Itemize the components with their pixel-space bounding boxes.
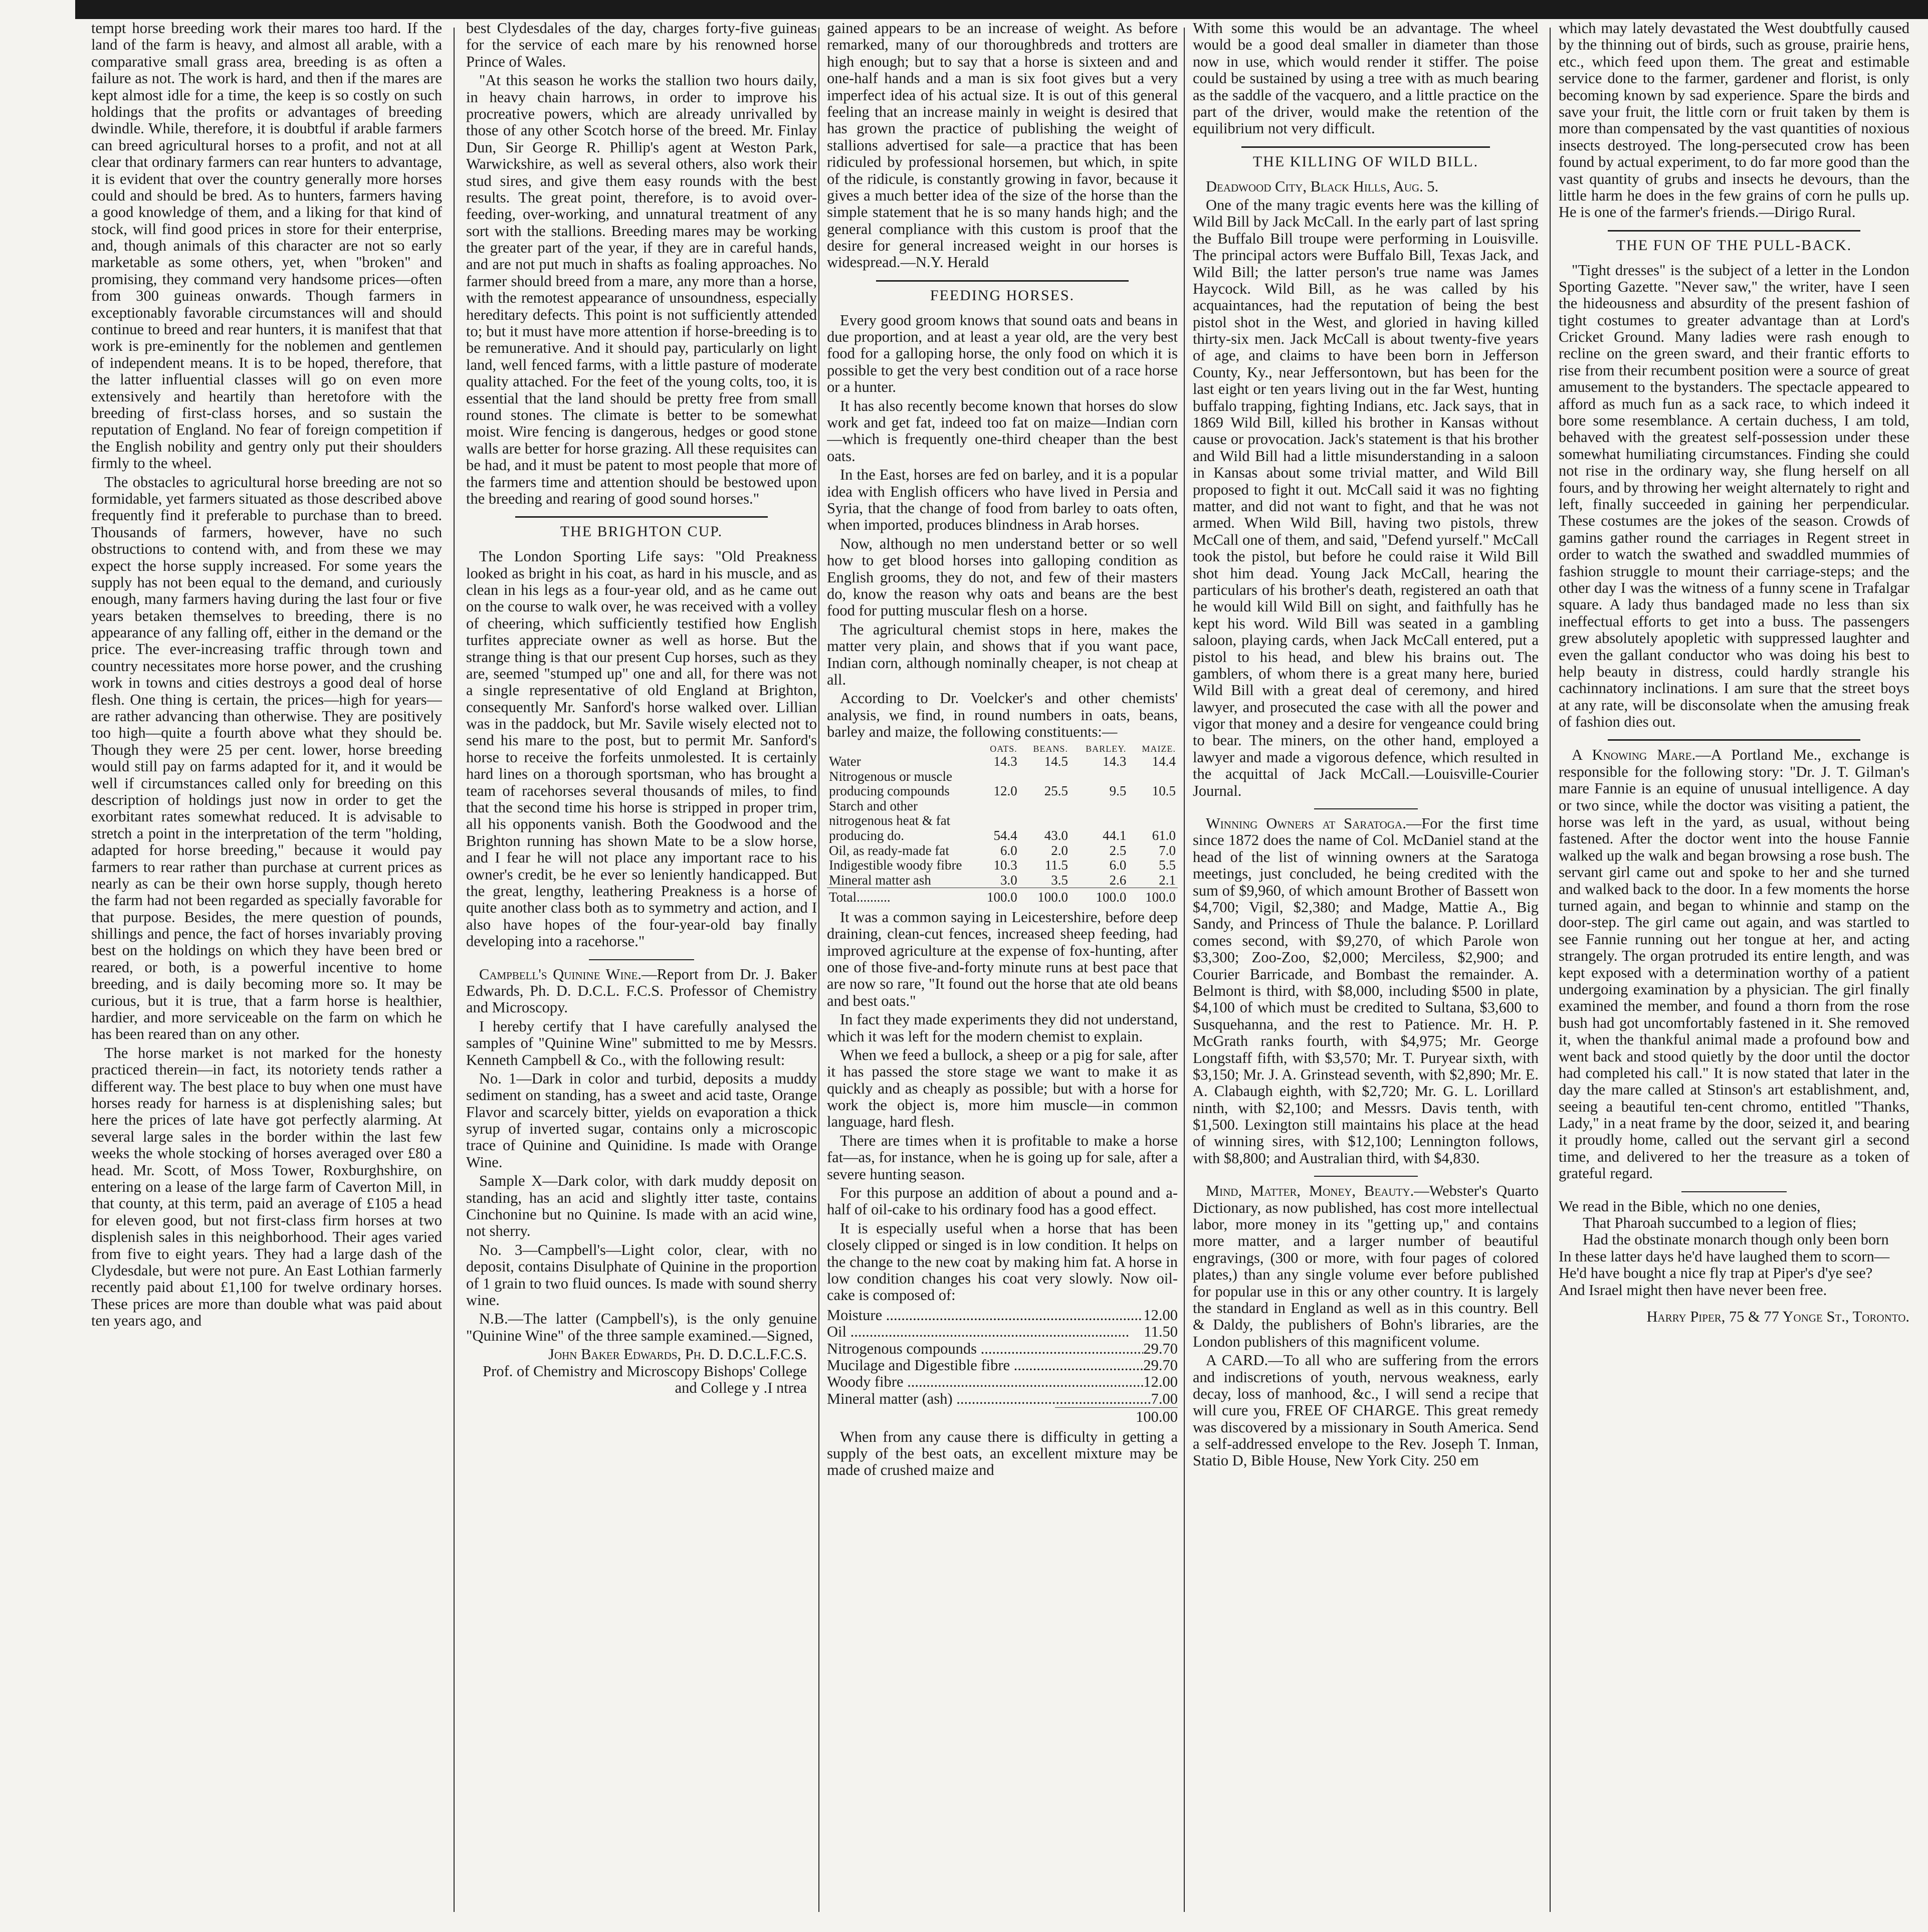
table-row-label: Water <box>829 754 861 769</box>
section-divider <box>1241 146 1490 148</box>
table-cell: 10.5 <box>1152 783 1176 799</box>
table-cell: 2.5 <box>1109 842 1127 858</box>
article-paragraph: In the East, horses are fed on barley, and it is a popular idea with English officers who have lived in Persia and Syria, that the change of food from barley to oats often, when imported, produces blindness in Arab horses. <box>827 466 1178 534</box>
table-cell: 11.5 <box>1044 857 1068 873</box>
item-text: —Webster's Quarto Dictionary, as now published, has cost more intellectual labor, more money in its "getting up," and contains more matter, and a larger number of beautiful engravings, (300 or more, with four pages of colored plates,) than any single volume ever before published for popular use in this or any other country. It is largely the standard in England as well as in this country. Bell & Daldy, the publishers of Bohn's libraries, are the London publishers of this magnificent volume. <box>1193 1182 1539 1350</box>
signature-line: John Baker Edwards, Ph. D. D.C.L.F.C.S. <box>548 1346 807 1363</box>
verse-line: Had the obstinate monarch though only been born <box>1583 1231 1889 1248</box>
column-4 <box>1193 20 1539 1922</box>
table-corner <box>827 744 974 754</box>
article-paragraph: which may lately devastated the West doubtfully caused by the thinning out of birds, such as grouse, prairie hens, etc., which feed upon them. The great and estimable service done to the farmer, gardener and florist, is only becoming known by sad experience. Spare the birds and save your fruit, the little corn or fruit taken by them is more than compensated by the vast quantities of noxious insects destroyed. The long-persecuted crow has been found by actual experiment, to do far more good than the vast quantity of grubs and insects he devours, than the little harm he does in the few grains of corn he pulls up. He is one of the farmer's friends.—Dirigo Rural. <box>1559 20 1909 221</box>
article-paragraph: There are times when it is profitable to make a horse fat—as, for instance, when he is going up for sale, after a severe hunting season. <box>827 1132 1178 1183</box>
article-paragraph: The London Sporting Life says: "Old Preakness looked as bright in his coat, as hard in his muscle, and as clean in his legs as a four-year old, and as he came out on the course to walk over, he was received with a volley of cheering, which sufficiently testified how English turfites appreciate owner as well as horse. But the strange thing is that our present Cup horses, such as they are, seemed "stumped up" one and all, for there was not a single representative of old England at Brighton, consequently Mr. Sanford's horse walked over. Lillian was in the paddock, but Mr. Savile wisely elected not to send his mare to the post, but to permit Mr. Sanford's horse to receive the forfeits unmolested. It is certainly hard lines on a thorough sportsman, who has brought a team of racehorses several thousands of miles, to find that the second time his horse is stripped in proper trim, all his opponents vanish. Both the Goodwood and the Brighton running has shown Mate to be a slow horse, and I fear he will not place any important race to his owner's credit, be he ever so leniently handicapped. But the great, lengthy, leathering Preakness is a horse of quite another class both as to symmetry and action, and I also have hopes of the four-year-old bay finally developing into a racehorse." <box>466 548 817 950</box>
column-rule <box>1550 28 1551 1912</box>
table-cell: 100.0 <box>1070 888 1128 905</box>
list-item-value: 12.00 <box>1143 1373 1178 1391</box>
list-item-value: 12.00 <box>1143 1306 1178 1324</box>
list-item <box>827 1357 1178 1374</box>
item-lead: Mind, Matter, Money, Beauty. <box>1206 1182 1414 1200</box>
article-paragraph: No. 1—Dark in color and turbid, deposits a muddy sediment on standing, has a sweet and acid taste, Orange Flavor and scarcely bitter, yields on evaporation a thick syrup of inverted sugar, contains only a microscopic trace of Quinine and Quinidine. Is made with Orange Wine. <box>466 1069 817 1171</box>
list-item-label: Mineral matter (ash) ..... <box>827 1391 1151 1407</box>
section-divider <box>876 280 1129 282</box>
table-cell: 54.4 <box>993 827 1017 843</box>
article-paragraph: In fact they made experiments they did not understand, which it was left for the modern chemist to explain. <box>827 1011 1178 1045</box>
table-column-header: BEANS. <box>1033 744 1068 754</box>
article-paragraph: Now, although no men understand better or so well how to get blood horses into galloping condition as English grooms, they do not, and few of their masters do, know the reason why oats and beans are the best food for putting muscular flesh on a horse. <box>827 535 1178 619</box>
headline-brighton-cup: THE BRIGHTON CUP. <box>560 523 723 540</box>
table-cell: 43.0 <box>1044 827 1068 843</box>
article-paragraph: It was a common saying in Leicestershire, before deep draining, clean-cut fences, increased sheep feeding, had improved agriculture at the expense of fox-hunting, after one of those five-and-forty minute runs at best pace that are now so rare, "It found out the horse that ate old beans and best oats." <box>827 908 1178 1009</box>
verse-line: And Israel might then have never been free. <box>1559 1281 1827 1299</box>
list-item <box>827 1307 1178 1324</box>
table-cell: 2.0 <box>1051 842 1068 858</box>
column-1 <box>91 20 442 1922</box>
article-paragraph: The agricultural chemist stops in here, makes the matter very plain, and shows that if you want pace, Indian corn, although nominally cheaper, is not cheap at all. <box>827 620 1178 688</box>
article-paragraph: It is especially useful when a horse that has been closely clipped or singed is in low condition. It helps on the change to the new coat by making him fat. A horse in low condition changes his coat very slowly. Now oil-cake is composed of: <box>827 1219 1178 1304</box>
item-lead: Winning Owners at Saratoga. <box>1206 815 1406 832</box>
table-cell: 2.1 <box>1159 872 1176 888</box>
table-row <box>827 754 1178 769</box>
advertisement-intro <box>466 966 817 1016</box>
section-divider <box>1681 1191 1787 1192</box>
article-paragraph: One of the many tragic events here was the killing of Wild Bill by Jack McCall. In the early part of last spring the Buffalo Bill troupe were performing in Louisville. The principal actors were Buffalo Bill, Texas Jack, and Wild Bill; the latter person's true name was James Haycock. Wild Bill, as he was called by his acquaintances, had the reputation of being the best pistol shot in the West, and gloried in having killed thirty-six men. Jack McCall is about twenty-five years of age, and claims to have been born in Jefferson County, Ky., near Jeffersontown, but has been for the last eight or ten years living out in the far West, hunting buffalo trapping, fighting Indians, etc. Jack says, that in 1869 Wild Bill, killed his brother in Kansas without cause or provocation. Jack's statement is that his brother and Wild Bill had a little misunderstanding in a saloon in Kansas about some trivial matter, and Wild Bill proposed to fight it out. McCall said it was no fighting matter, and did not want to fight, and that he was not armed. When Wild Bill, having two pistols, threw McCall one of them, and said, "Defend yurself." McCall took the pistol, but before he could raise it Wild Bill shot him dead. Young Jack McCall, hearing the particulars of his brother's death, registered an oath that he would kill Wild Bill on sight, and faithfully has he kept his word. Wild Bill was seated in a gambling saloon, playing cards, when Jack McCall entered, put a pistol to his head, and blew his brains out. The gamblers, of whom there is a great many here, buried Wild Bill with a great deal of ceremony, and hired lawyer, and prosecuted the case with all the power and vigor that money and a desire for vengeance could bring to bear. The miners, on the other hand, employed a lawyer and made a vigorous defence, which resulted in the acquittal of Jack McCall.—Louisville-Courier Journal. <box>1193 196 1539 799</box>
article-paragraph: best Clydesdales of the day, charges forty-five guineas for the service of each mare by his renowned horse Prince of Wales. <box>466 20 817 70</box>
table-header-row <box>827 744 1178 754</box>
table-cell: 14.3 <box>993 754 1017 769</box>
table-cell: 6.0 <box>1109 857 1127 873</box>
list-item-value: 7.00 <box>1151 1390 1178 1407</box>
section-divider <box>515 516 768 518</box>
table-cell: 44.1 <box>1103 827 1127 843</box>
table-row-label: Mineral matter ash <box>829 872 931 888</box>
table-row-label: Indigestible woody fibre <box>829 857 962 873</box>
article-paragraph: N.B.—The latter (Campbell's), is the only genuine "Quinine Wine" of the three sample examined.—Signed, <box>466 1310 817 1344</box>
dateline: Deadwood City, Black Hills, Aug. 5. <box>1206 177 1439 195</box>
item-lead: A Knowing Mare. <box>1572 746 1696 764</box>
table-row <box>827 858 1178 873</box>
column-5 <box>1559 20 1909 1922</box>
table-column-header: BARLEY. <box>1086 744 1127 754</box>
table-cell: 14.4 <box>1152 754 1176 769</box>
column-2 <box>466 20 817 1922</box>
advertisement-verse <box>1559 1198 1909 1299</box>
table-row-label: Oil, as ready-made fat <box>829 842 949 858</box>
article-paragraph: The obstacles to agricultural horse breeding are not so formidable, yet farmers situated as those described above frequently find it preferable to purchase than to breed. Thousands of farmers, however, have no such obstructions to contend with, and from these we may expect the horse supply increased. For some years the supply has not been equal to the demand, and curiously enough, many farmers having during the last four or five years betaken themselves to breeding, there is no appearance of any falling off, either in the demand or the price. The ever-increasing traffic through town and country necessitates more horse power, and the crushing work in towns and cities destroys a good deal of horse flesh. One thing is certain, the prices—high for years—are rather advancing than otherwise. They are positively too high—quite a fourth above what they should be. Though they were 25 per cent. lower, horse breeding would still pay on farms adapted for it, and it would be well if circumstances called only for breeding on this description of holdings just now in order to get the exorbitant rates somewhat reduced. It is advisable to stretch a point in the interpretation of the term "holding, adapted for horse breeding," because it would pay farmers to rear rather than purchase at current prices as nearly as can be their own horse supply, though hereto the farm had not been regarded as specially favorable for that purpose. Besides, the mere question of pounds, shillings and pence, the fact of horses invariably proving best on the holdings on which they have been bred or reared, or both, is a powerful incentive to home breeding, and is daily becoming more so. It may be curious, but it is true, that a farm horse is healthier, hardier, and more serviceable on the farm on which he has been reared than on any other. <box>91 473 442 1043</box>
article-paragraph: When we feed a bullock, a sheep or a pig for sale, after it has passed the store stage we want to make it as quickly and as cheaply as possible; but with a horse for work the object is, more him muscle—in common language, hard flesh. <box>827 1046 1178 1131</box>
table-row-label: Total.......... <box>827 888 974 905</box>
table-row-label: Nitrogenous or muscle producing compounds <box>829 768 952 799</box>
item-text: —For the first time since 1872 does the name of Col. McDaniel stand at the head of the list of winning owners at the Saratoga meetings, just concluded, he being credited with the sum of $9,960, of which amount Brother of Bassett won $4,700; Vigil, $2,380; and Madge, Mattie A., Big Sandy, and Princess of Thule the balance. P. Lorillard comes second, with $9,270, of which Parole won $3,300; Zoo-Zoo, $2,000; Merciless, $2,900; and Courier Barricade, and Bombast the remainder. A. Belmont is third, with $8,000, including $500 in plate, $4,100 of which must be credited to Sultana, $3,600 to Susquehanna, and the rest to Patience. Mr. H. P. McGrath ranks fourth, with $4,975; Mr. George Longstaff fifth, with $3,570; Mr. T. Puryear sixth, with $3,150; Mr. J. A. Grinstead seventh, with $2,890; Mr. E. A. Clabaugh eighth, with $2,720; Mr. G. L. Lorillard ninth, with $2,100; and Messrs. Davis tenth, with $1,500. Lexington still maintains his place at the head of winning sires, with $12,100; Lennington follows, with $8,800; and Australian third, with $4,830. <box>1193 815 1539 1167</box>
table-row <box>827 843 1178 858</box>
article-paragraph: No. 3—Campbell's—Light color, clear, with no deposit, contains Disulphate of Quinine in the proportion of 1 grain to two fluid ounces. Is made with sound sherry wine. <box>466 1241 817 1309</box>
advertiser-line: Harry Piper, 75 & 77 Yonge St., Toronto. <box>1646 1308 1909 1325</box>
table-cell: 6.0 <box>1000 842 1017 858</box>
article-paragraph <box>1193 1183 1539 1350</box>
article-paragraph: For this purpose an addition of about a pound and a-half of oil-cake to his ordinary food has a good effect. <box>827 1184 1178 1218</box>
table-cell: 100.0 <box>1019 888 1070 905</box>
article-paragraph <box>1559 747 1909 1182</box>
list-item-value: 29.70 <box>1143 1340 1178 1357</box>
column-rule <box>1184 28 1185 1912</box>
article-paragraph: "At this season he works the stallion two hours daily, in heavy chain harrows, in order to improve his procreative powers, which are already unrivalled by those of any other Scotch horse of the breed. Mr. Finlay Dun, Sir George R. Phillip's agent at Weston Park, Warwickshire, as well as several others, also work their stud sires, and give them easy rounds with the best results. The great point, therefore, is to avoid over-feeding, over-working, and unnatural treatment of any sort with the stallions. Breeding mares may be working the greater part of the year, if they are in careful hands, and are not put much in shafts as foaling approaches. No farmer should breed from a mare, any more than a horse, with the remotest appearance of unsoundness, especially hereditary defects. This point is not sufficiently attended to; but it must have more attention if horse-breeding is to be remunerative. And it should pay, particularly on light land, well fenced farms, with a little pasture of moderate quality attached. For the feet of the young colts, too, it is essential that the land should be pretty free from small round stones. The climate is better to be somewhat moist. Wire fencing is dangerous, hedges or good stone walls are better for horse grazing. All these requisites can be had, and it must be patent to most people that more of the farmers time and attention should be bestowed upon the breeding and rearing of good sound horses." <box>466 72 817 507</box>
section-divider <box>1608 739 1860 741</box>
article-paragraph: When from any cause there is difficulty in getting a supply of the best oats, an excellent mixture may be made of crushed maize and <box>827 1428 1178 1479</box>
advertisement-lead: Campbell's Quinine Wine. <box>479 965 642 983</box>
article-paragraph: Sample X—Dark color, with dark muddy deposit on standing, has an acid and slightly itter taste, contains Cinchonine but no Quinine. Is made with an acid wine, not sherry. <box>466 1172 817 1240</box>
list-item-value: 29.70 <box>1143 1356 1178 1374</box>
scan-top-edge <box>75 0 1928 19</box>
article-paragraph: With some this would be an advantage. The wheel would be a good deal smaller in diameter than those now in use, which would render it stiffer. The poise could be sustained by using a tree with as much bearing as the saddle of the vacquero, and a little practice on the part of the driver, would make the retention of the equilibrium not very difficult. <box>1193 20 1539 137</box>
article-paragraph: According to Dr. Voelcker's and other chemists' analysis, we find, in round numbers in oats, beans, barley and maize, the following constituents:— <box>827 690 1178 741</box>
table-cell: 3.0 <box>1000 872 1017 888</box>
table-cell: 14.5 <box>1044 754 1068 769</box>
table-cell: 2.6 <box>1109 872 1127 888</box>
headline-wild-bill: THE KILLING OF WILD BILL. <box>1252 153 1479 170</box>
table-cell: 10.3 <box>993 857 1017 873</box>
table-cell: 14.3 <box>1103 754 1127 769</box>
list-item-label: Nitrogenous compounds ..... <box>827 1341 1143 1357</box>
article-paragraph: I hereby certify that I have carefully analysed the samples of "Quinine Wine" submitted to me by Messrs. Kenneth Campbell & Co., with the following result: <box>466 1017 817 1068</box>
list-item <box>827 1341 1178 1357</box>
list-item <box>827 1391 1178 1407</box>
list-item-label: Oil ..... <box>827 1324 1144 1340</box>
article-paragraph: Every good groom knows that sound oats and beans in due proportion, and at least a year old, are the very best food for a galloping horse, the only food on which it is possible to get the very best condition out of a race horse or a hunter. <box>827 311 1178 396</box>
column-rule <box>454 28 455 1912</box>
article-paragraph: It has also recently become known that horses do slow work and get fat, indeed too fat on maize—Indian corn—which is frequently one-third cheaper than the best oats. <box>827 397 1178 465</box>
table-cell: 25.5 <box>1044 783 1068 799</box>
table-cell: 12.0 <box>993 783 1017 799</box>
article-paragraph: "Tight dresses" is the subject of a letter in the London Sporting Gazette. "Never saw," the writer, have I seen the hideousness and absurdity of the present fashion of tight costumes to greater advantage than at Lord's Cricket Ground. Many ladies were rash enough to recline on the green sward, and their frantic efforts to rise from their recumbent position were a source of great amusement to the bystanders. The spectacle appeared to afford as much fun as a sack race, to which indeed it bore some resemblance. A certain duchess, I am told, behaved with the greatest self-possession under these somewhat humiliating circumstances. Finding she could not rise in the ordinary way, she flung herself on all fours, and by throwing her weight alternately to right and left, finally succeeded in gaining her perpendicular. These costumes are the jokes of the season. Crowds of gamins gather round the carriages in Regent street in order to watch the swathed and swaddled mummies of fashion struggle to mount their carriage-steps; and the other day I was the witness of a funny scene in Trafalgar square. A lady thus bandaged made no less than six ineffectual efforts to get into a buss. The passengers grew absolutely apopletic with suppressed laughter and even the gallant conductor who was doing his best to help beauty in distress, could hardly strangle his cachinnatory inclinations. I am sure that the street boys at any rate, will be disconsolate when the amusing freak of fashion dies out. <box>1559 261 1909 731</box>
list-total: 100.00 <box>1055 1407 1178 1425</box>
advertisement-text: —Report from Dr. J. Baker Edwards, Ph. D. D.C.L. F.C.S. Professor of Chemistry and Microscopy. <box>466 965 817 1016</box>
table-cell: 7.0 <box>1159 842 1176 858</box>
table-row <box>827 769 1178 799</box>
table-column-header: OATS. <box>990 744 1017 754</box>
list-item-label: Woody fibre ..... <box>827 1374 1143 1390</box>
advertisement-tail: 250 em <box>1433 1452 1479 1469</box>
headline-pull-back: THE FUN OF THE PULL-BACK. <box>1616 237 1852 254</box>
article-paragraph: gained appears to be an increase of weight. As before remarked, many of our thoroughbreds and trotters are high enough; but to say that a horse is sixteen and and one-half hands and a man is six foot gives but a very imperfect idea of his actual size. It is out of this general feeling that an increase mainly in weight is desired that has grown the practice of publishing the weight of stallions advertised for sale—a practice that has been ridiculed by professional horsemen, but which, in spite of the ridicule, is constantly growing in favor, because it gives a much better idea of the size of the horse than the simple statement that he is so many hands high; and the general compliance with this custom is proof that the desire for general increased weight in our horses is widespread.—N.Y. Herald <box>827 20 1178 271</box>
item-text: —A Portland Me., exchange is responsible for the following story: "Dr. J. T. Gilman's mare Fannie is an equine of unusual intelligence. A day or two since, while the doctor was visiting a patient, the horse was left in the yard, as usual, without being fastened. After the doctor went into the house Fannie walked up the walk and began browsing a rose bush. The servant girl came out and spoke to her and she turned and walked back to the door. In a few moments the horse turned again, and began to whinnie and stamp on the door-step. The girl came out again, and was startled to see Fannie running out her tongue at her, and acting strangely. The organ protruded its entire length, and was kept exposed with a determination worthy of a patient undergoing examination by a physician. The girl finally examined the member, and found a thorn from the rose bush had got uncomfortably fastened in it. She removed it, when the thankful animal made a profound bow and went back and stood quietly by the door until the doctor had completed his call." It is now stated that later in the day the mare called at Stinson's art establishment, and, seeing a beautiful ten-cent chromo, entitled "Thanks, Lady," in a neat frame by the door, seized it, and bearing it proudly home, called out the servant girl a second time, and delivered to her the treasure as a token of grateful regard. <box>1559 746 1909 1182</box>
advertisement-paragraph <box>1193 1352 1539 1469</box>
table-cell: 5.5 <box>1159 857 1176 873</box>
table-row <box>827 873 1178 888</box>
table-cell: 61.0 <box>1152 827 1176 843</box>
column-rule <box>818 28 819 1912</box>
section-divider <box>1608 230 1860 232</box>
list-item <box>827 1324 1178 1340</box>
section-divider <box>589 959 694 960</box>
list-item-label: Mucilage and Digestible fibre ..... <box>827 1357 1143 1374</box>
verse-line: That Pharoah succumbed to a legion of flies; <box>1583 1214 1857 1232</box>
table-column-header: MAIZE. <box>1142 744 1176 754</box>
advertisement-text: A CARD.—To all who are suffering from the errors and indiscretions of youth, nervous weakness, early decay, loss of manhood, &c., I will send a recipe that will cure you, FREE OF CHARGE. This great remedy was discovered by a missionary in South America. Send a self-addressed envelope to the Rev. Joseph T. Inman, Statio D, Bible House, New York City. <box>1193 1352 1539 1469</box>
article-paragraph: tempt horse breeding work their mares too hard. If the land of the farm is heavy, and almost all arable, with a comparative small grass area, breeding is as often a failure as not. The work is hard, and then if the mares are kept almost idle for a time, the keep is so costly on such holdings that the profits or advantages of breeding dwindle. While, therefore, it is doubtful if arable farmers can breed agricultural horses to a profit, and not at all clear that ordinary farmers can rear hunters to advantage, it is evident that over the country generally more horses could and should be bred. As to hunters, farmers having a good knowledge of them, and a liking for that kind of stock, will find good prices in store for their enterprise, and, though animals of this character are not so early marketable as some others, yet, when "broken" and promising, they command very handsome prices—often from 300 guineas onwards. Though farmers in exceptionably favorable circumstances will and should continue to breed and rear hunters, it is manifest that that work is pre-eminently for the noblemen and gentlemen of independent means. It is to be hoped, therefore, that the latter influential classes will go on even more extensively and heartily than heretofore with the breeding of first-class horses, and so sustain the reputation of England. No fear of foreign competition if the English nobility and gentry only put their shoulders firmly to the wheel. <box>91 20 442 472</box>
section-divider <box>1314 808 1418 809</box>
table-row <box>827 888 1178 905</box>
constituents-table <box>827 744 1178 905</box>
article-paragraph <box>1193 815 1539 1167</box>
oil-cake-list <box>827 1307 1178 1426</box>
table-cell: 9.5 <box>1109 783 1127 799</box>
list-item <box>827 1374 1178 1390</box>
list-item-label: Moisture ..... <box>827 1307 1143 1324</box>
column-3 <box>827 20 1178 1922</box>
article-paragraph: The horse market is not marked for the honesty practiced therein—in fact, its notoriety tends rather a different way. The best place to buy when one must have horses ready for harness is at displenishing sales; but here the prices of late have got perfectly alarming. At several large sales in the border within the last few weeks the whole stocking of horses averaged over £80 a head. Mr. Scott, of Moss Tower, Roxburghshire, on entering on a lease of the large farm of Caverton Mill, in that county, at this term, paid an average of £105 a head for eleven good, but not first-class firm horses at two displenish sales in this neighborhood. Their ages varied from five to eight years. They had a large dash of the Clydesdale, but were not pure. An East Lothian farmerly recently paid about £1,100 for twelve ordinary horses. These prices are more than double what was paid about ten years ago, and <box>91 1044 442 1330</box>
table-cell: 100.0 <box>1128 888 1178 905</box>
verse-line: He'd have bought a nice fly trap at Piper's d'ye see? <box>1559 1264 1873 1282</box>
headline-feeding-horses: FEEDING HORSES. <box>930 287 1075 304</box>
list-item-value: 11.50 <box>1144 1323 1178 1341</box>
section-divider <box>1314 1176 1418 1177</box>
table-row <box>827 799 1178 843</box>
table-cell: 100.0 <box>974 888 1019 905</box>
verse-line: We read in the Bible, which no one denies, <box>1559 1197 1821 1215</box>
table-row-label: Starch and other nitrogenous heat & fat producing do. <box>829 798 951 843</box>
verse-line: In these latter days he'd have laughed them to scorn— <box>1559 1247 1890 1265</box>
signature-title: Prof. of Chemistry and Microscopy Bishops' College and College y .I ntrea <box>483 1362 807 1396</box>
table-cell: 3.5 <box>1051 872 1068 888</box>
